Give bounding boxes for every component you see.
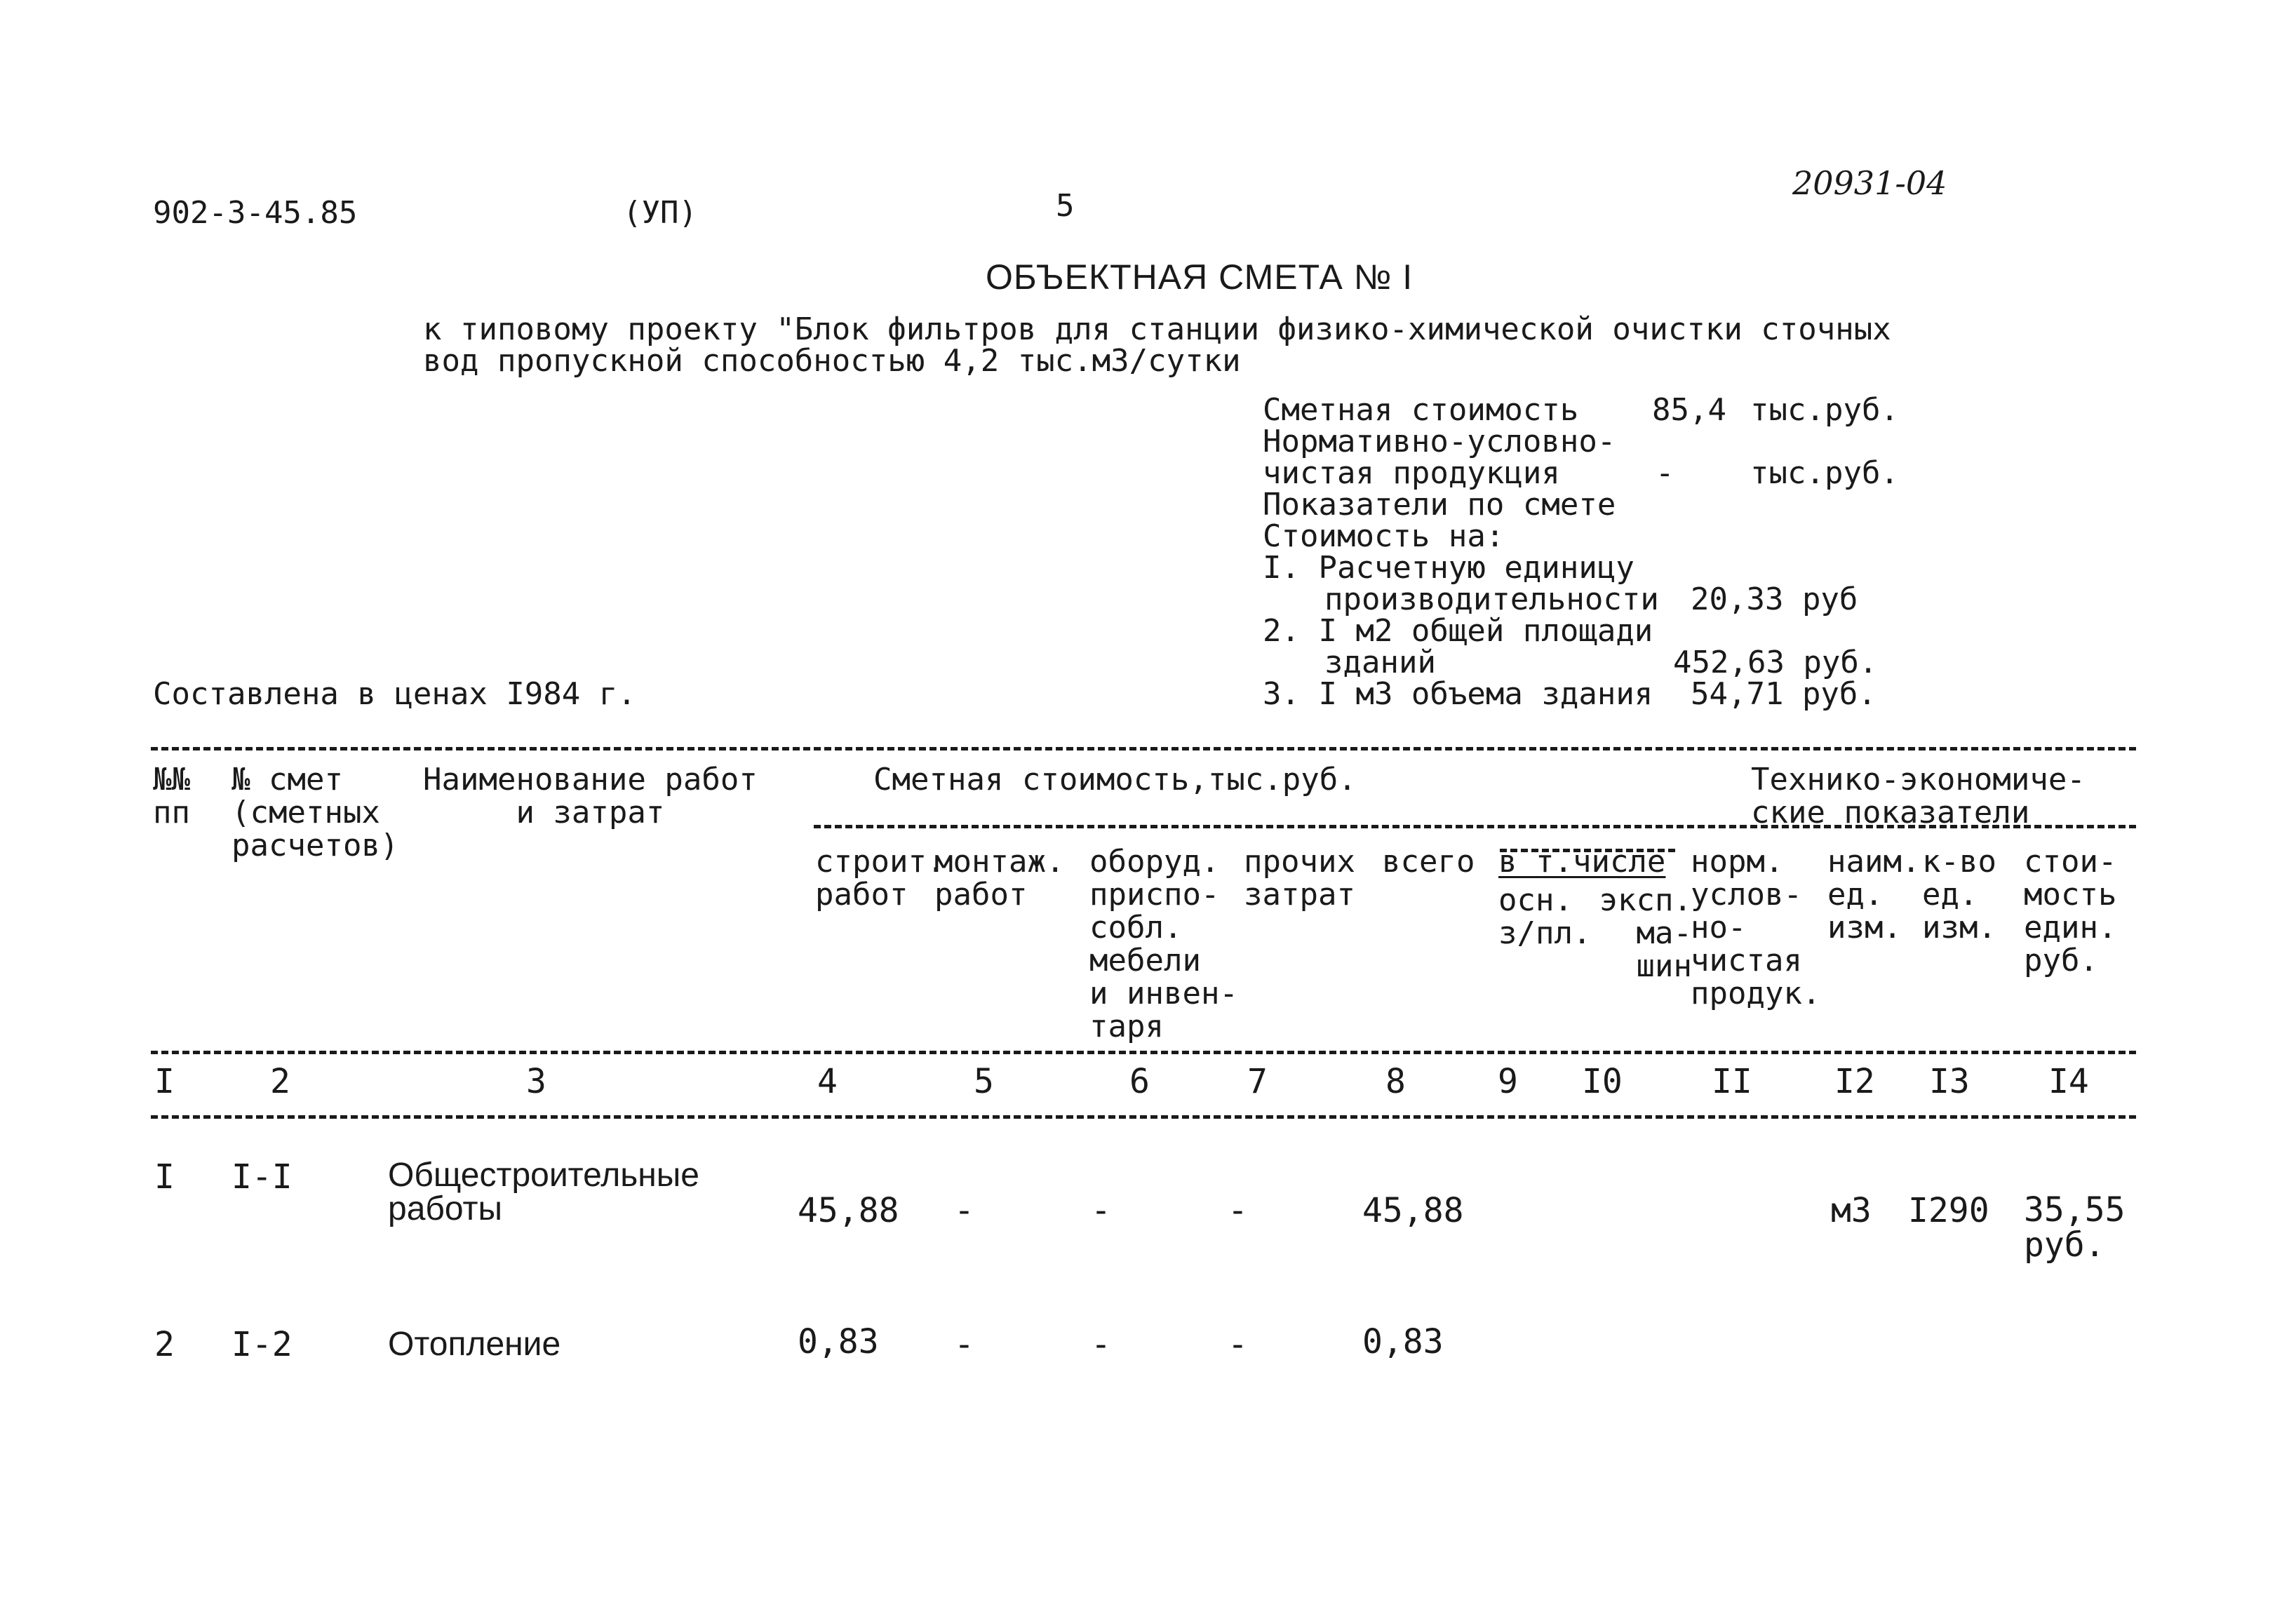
row-total: 0,83 xyxy=(1362,1322,1444,1361)
cost-value: 85,4 xyxy=(1652,392,1726,428)
norm-label-2: чистая продукция xyxy=(1263,455,1560,491)
subtitle-line-1: к типовому проекту "Блок фильтров для станции физико-химической очистки сточных xyxy=(423,311,1891,347)
header-other: прочих затрат xyxy=(1244,844,1355,913)
row-construction: 0,83 xyxy=(798,1322,879,1361)
norm-unit: тыс.руб. xyxy=(1750,455,1899,491)
col-number: 7 xyxy=(1247,1062,1268,1101)
row-other: - xyxy=(1228,1325,1248,1364)
header-machines: эксп. ма- шин xyxy=(1599,882,1692,984)
header-norm-product: норм. услов- но- чистая продук. xyxy=(1691,844,1821,1011)
sheet-code: 20931-04 xyxy=(1792,164,1947,202)
subtitle-line-2: вод пропускной способностью 4,2 тыс.м3/сутки xyxy=(423,343,1241,379)
col-number: 5 xyxy=(974,1062,994,1101)
table-top-rule xyxy=(151,747,2136,750)
indicator-3-value: 54,71 руб. xyxy=(1691,676,1877,712)
header-total: всего xyxy=(1382,844,1475,880)
col-number: I xyxy=(154,1062,175,1101)
header-construction: строит. работ xyxy=(815,844,946,913)
album-code: (УП) xyxy=(623,195,697,231)
indicators-label: Показатели по смете xyxy=(1263,487,1616,523)
row-unit-qty: I290 xyxy=(1908,1191,1989,1230)
indicator-1-value: 20,33 руб xyxy=(1691,581,1858,617)
row-equipment: - xyxy=(1091,1325,1111,1364)
row-num: I xyxy=(154,1157,175,1197)
row-name: Отопление xyxy=(388,1326,561,1363)
header-estimate: № смет (сметных расчетов) xyxy=(231,762,399,863)
header-unit-qty: к-во ед. изм. xyxy=(1922,844,1996,945)
indicator-2-label-2: зданий xyxy=(1324,645,1436,680)
col-number: I3 xyxy=(1929,1062,1970,1101)
header-wages: осн. з/пл. xyxy=(1498,882,1592,951)
header-unit-name: наим. ед. изм. xyxy=(1827,844,1921,945)
col-number: I0 xyxy=(1582,1062,1623,1101)
col-number: 6 xyxy=(1129,1062,1150,1101)
norm-label-1: Нормативно-условно- xyxy=(1263,424,1616,459)
cost-for-label: Стоимость на: xyxy=(1263,518,1505,554)
document-code: 902-3-45.85 xyxy=(153,195,358,231)
row-estimate: I-2 xyxy=(231,1325,293,1364)
row-installation: - xyxy=(954,1325,974,1364)
header-name: Наименование работ и затрат xyxy=(423,762,758,830)
row-other: - xyxy=(1228,1191,1248,1230)
row-estimate: I-I xyxy=(231,1157,293,1197)
header-unit-cost: стои- мость един. руб. xyxy=(2024,844,2117,978)
page-title: ОБЪЕКТНАЯ СМЕТА № I xyxy=(986,257,1414,297)
row-num: 2 xyxy=(154,1325,175,1364)
prices-note: Составлена в ценах I984 г. xyxy=(153,676,636,712)
header-equipment: оборуд. приспо- собл. мебели и инвен- таря xyxy=(1089,844,1238,1044)
header-incl: в т.числе xyxy=(1498,844,1666,880)
row-construction: 45,88 xyxy=(798,1191,899,1230)
row-installation: - xyxy=(954,1191,974,1230)
col-number: 4 xyxy=(817,1062,838,1101)
col-number: 3 xyxy=(526,1062,546,1101)
header-bottom-rule xyxy=(151,1051,2136,1054)
indicator-2-value: 452,63 руб. xyxy=(1673,645,1878,680)
col-number: I4 xyxy=(2048,1062,2089,1101)
norm-value: - xyxy=(1656,455,1674,491)
indicator-1-label: I. Расчетную единицу xyxy=(1263,550,1634,586)
row-unit-name: м3 xyxy=(1831,1191,1872,1230)
col-number: 9 xyxy=(1498,1062,1518,1101)
row-name: Общестроительные работы xyxy=(388,1157,699,1227)
col-number: II xyxy=(1712,1062,1752,1101)
col-number: 8 xyxy=(1385,1062,1406,1101)
header-tech-group: Технико-экономиче- ские показатели xyxy=(1751,762,2086,830)
cost-label: Сметная стоимость xyxy=(1263,392,1579,428)
indicator-1-label-2: производительности xyxy=(1324,581,1659,617)
indicator-2-label: 2. I м2 общей площади xyxy=(1263,613,1653,649)
indicator-3-label: 3. I м3 объема здания xyxy=(1263,676,1653,712)
cost-unit: тыс.руб. xyxy=(1750,392,1899,428)
header-cost-group: Сметная стоимость,тыс.руб. xyxy=(873,762,1357,797)
header-installation: монтаж. работ xyxy=(934,844,1065,913)
header-num: №№ пп xyxy=(153,762,190,830)
row-total: 45,88 xyxy=(1362,1191,1464,1230)
col-number: 2 xyxy=(270,1062,290,1101)
col-number: I2 xyxy=(1834,1062,1875,1101)
row-equipment: - xyxy=(1091,1191,1111,1230)
row-unit-cost: 35,55 руб. xyxy=(2024,1190,2126,1265)
page-number: 5 xyxy=(1056,188,1075,224)
column-numbers-rule xyxy=(151,1115,2136,1119)
